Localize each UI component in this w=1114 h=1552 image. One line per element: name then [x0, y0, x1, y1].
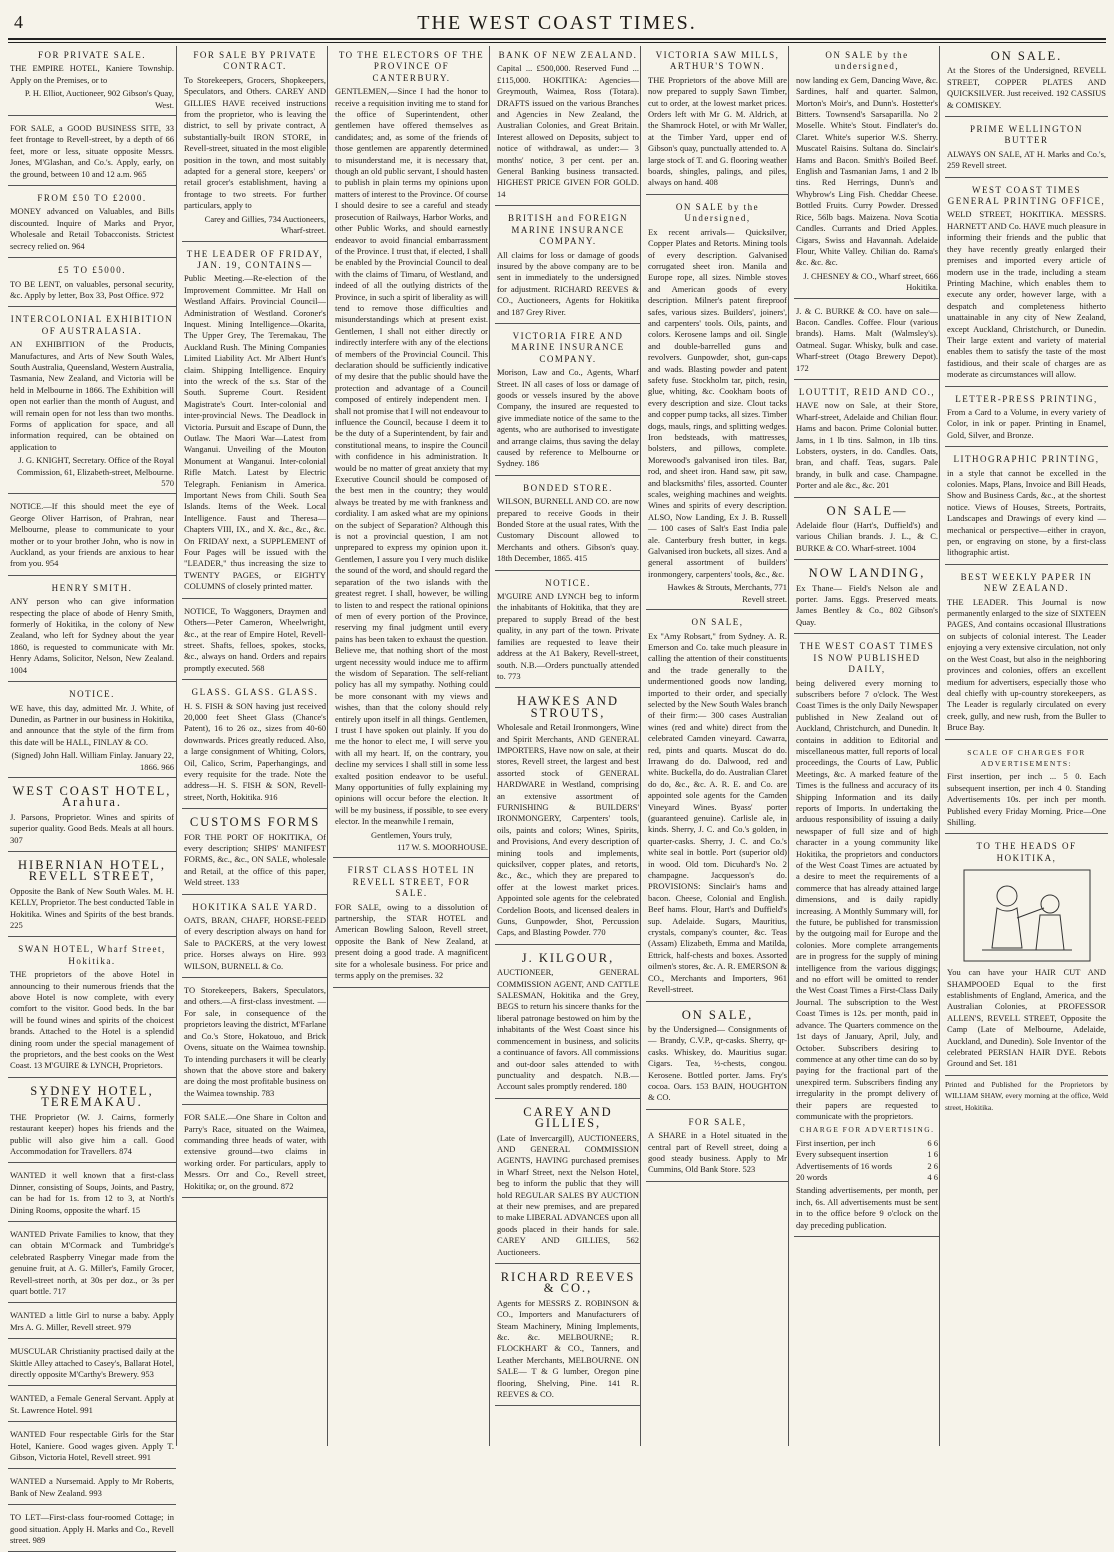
ad-notice-harrison	[8, 497, 176, 575]
column-6	[788, 46, 940, 1446]
ad-heading: LOUTTIT, REID AND CO.,	[798, 386, 936, 397]
ad-west-coast-hotel	[8, 781, 176, 852]
ad-victoria-insurance	[495, 327, 641, 476]
ad-body: NOTICE.—If this should meet the eye of George Oliver Harrison, of Prahran, near Melbourne, please to communicate to your mother or to your brother John, who is now in Auckland, as your friends are anxious to hear from you. 954	[10, 501, 174, 569]
ad-body: Opposite the Bank of New South Wales. M. H. KELLY, Proprietor. The best conducted Table in Hokitika. Wines and Spirits of the best brands. 225	[10, 885, 174, 930]
ad-heading: FOR SALE,	[688, 1116, 747, 1127]
imprint: Printed and Published for the Proprietors by WILLIAM SHAW, every morning at the office, Weld street, Hokitika.	[945, 1079, 1108, 1112]
ad-heading: PRIME WELLINGTON BUTTER	[970, 124, 1083, 146]
ad-signature: J. CHESNEY & CO., Wharf street, 666 Hokitika.	[803, 270, 938, 293]
ad-saw-mills	[646, 46, 789, 195]
ad-body: Public Meeting.—Re-election of the Improvement Committee. Mr Hall on Westland Affairs. Provincial Council—Administration of Westland. Coroner's Inquest. Mining Intelligence—Okarita, The Upper Grey, The Teremakau, The Auckland Rush. The Mining Companies Limited Liability Act. Mr Albert Hunt's claim. Shipping Intelligence. Enquiry into the wreck of the s.s. Star of the South. Supreme Court. Resident Magistrate's Court. Inter-colonial and inter-provincial News. The Deadlock in Victoria. Pursuit and Escape of Dunn, the Outlaw. The Maori War—Latest from Wanganui. Unveiling of the Mouton Monument at Wanganui. Inter-colonial Rifle Match. Latest by Electric Telegraph. Fenianism in America. Important News from Chili. South Sea Islands. Items of the Week. Local Intelligence. Faust and Theresa—Chapters VIII, IX., and X. &c., &c., &c. On FRIDAY next, a SUPPLEMENT of Four Pages will be issued with the "LEADER," thus increasing the size to TWENTY PAGES, or EIGHTY COLUMNS of closely printed matter.	[184, 273, 326, 592]
ad-body: THE proprietors of the above Hotel in announcing to their numerous friends that the above Hotel is now complete, with every comfort to the visitor. Good beds. In the bar will be found wines and spirits of the choicest brands. Attached to the Hotel is a splendid dining room under the special management of the proprietors, and the best cooks on the West Coast. 13 M'GUIRE & LYNCH, Proprietors.	[10, 969, 174, 1071]
ad-body: From a Card to a Volume, in every variety of Color, in ink or paper. Printing in Enamel, Gold, Silver, and Bronze.	[947, 406, 1106, 440]
ad-heading: £5 TO £5000.	[58, 265, 126, 276]
ad-share-race	[182, 1108, 328, 1198]
ad-body: Ex "Amy Robsart," from Sydney. A. R. Emerson and Co. take much pleasure in calling the attention of their constituents and the trade generally to the undermentioned goods now landing, imported to their order, and specially selected by the New South Wales branch of their firm:— 300 cases Australian wines (red and white) direct from the celebrated Camden vineyard. Cawarra, red, pints and quarts. Muscat do do. Irrawang do do. Dalwood, red and white. Buckella, do do. Australian Claret do do, &c., &c. A. R. E. and Co. are appointed sole agents for the Camden Vineyard Wines. Byass' porter (guaranteed genuine). Carlisle ale, in kinds. Sherry, J. C. and Co.'s golden, in quarter-casks. Sherry, J. C. and Co.'s white seal in bottle. Port (superior old) in wood. Old tom. Dicuhard's No. 2 champagne. Jacquesson's do. PROVISIONS: Sinclair's hams and bacon. Cheese, Colonial and English. Beef hams. Flour, Hart's and Duffield's sup. Adelaide. Sugars, Mauritius, crystals, company's counter, &c. Teas (Assam) Elizabeth, Emma and Matilda, Ettrick, half-chests and boxes. Assorted oilmen's stores, &c. A. R. EMERSON & CO., Merchants and Importers, 961 Revell-street.	[648, 630, 787, 995]
ad-bonded-store	[495, 479, 641, 571]
ad-body: WANTED a Nursemaid. Apply to Mr Roberts, Bank of New Zealand. 993	[10, 1476, 174, 1498]
ad-body: J. & C. BURKE & CO. have on sale— Bacon. Candles. Coffee. Flour (various brands). Hams. Malt (Walmsley's). Oatmeal. Sugar. Whisky, bulk and case. Wharf-street (Otago Brewery Depot). 172	[796, 305, 938, 373]
barber-illustration	[962, 868, 1092, 963]
rate-value: 6 6	[927, 1137, 938, 1148]
ad-signature: J. G. KNIGHT, Secretary. Office of the Royal Commission, 61, Elizabeth-street, Melbourne. 570	[17, 455, 174, 488]
ad-body: FOR THE PORT OF HOKITIKA, Of every description; SHIPS' MANIFEST FORMS, &c., &c., ON SALE, wholesale and Retail, at the office of this paper, Weld street. 133	[184, 831, 326, 888]
ad-body: Ex recent arrivals— Quicksilver, Copper Plates and Retorts. Mining tools of every description. Galvanised corrugated sheet iron. Manila and Europe rope, all sizes. Nimble stoves and American goods of every description. Milner's patent fireproof safes, various sizes. Builders', joiners', and carpenters' tools. Oils, paints, and colors. Kerosene lamps and oil. Single and double-barrelled guns and revolvers. Gunpowder, shot, gun-caps and wads. Blasting powder and patent safety fuse. Stockholm tar, pitch, resin, glue, whiting, &c. Cookham boots of every description and size. Clout tacks and copper pump tacks, all sizes. Timber dogs, mauls, rings, and splitting wedges. Iron bedsteads, with mattresses, bolsters, and pillows, complete. Morewood's galvanised iron tiles. Bar, rod, and sheet iron. Hand saw, pit saw, and blacksmiths' files, assorted. Counter scales, weighing machines and weights. Wines and spirits of every description. ALSO, Now Landing, Ex J. B. Russell— 100 cases of Salt's East India pale ale. Canterbury fresh butter, in kegs. Galvanised iron buckets, all sizes. And a general assortment of builders' ironmongery, carpenters' tools, &c., &c.	[648, 226, 787, 579]
ad-heading: FROM £50 TO £2000.	[37, 193, 147, 204]
ad-body: (Late of Invercargill), AUCTIONEERS, AND GENERAL COMMISSION AGENTS, HAVING purchased premises in Wharf Street, next the Nelson Hotel, beg to inform the public that they will hold REGULAR SALES BY AUCTION at their new premises, and are prepared to make LIBERAL ADVANCES upon all goods placed in their hands for sale. CAREY AND GILLIES, 562 Auctioneers.	[497, 1132, 639, 1257]
ad-heading: WEST COAST HOTEL, Arahura.	[12, 783, 172, 810]
ad-wanted-girl	[8, 1306, 176, 1339]
ad-hawkes-strouts	[495, 691, 641, 945]
ad-body: AN EXHIBITION of the Products, Manufactures, and Arts of New South Wales, South Australia, Queensland, Western Australia, Tasmania, New Zealand, and Victoria will be held in Melbourne in 1866. The Exhibition will open not earlier than the month of August, and will remain open for not less than two months. Forms of application for space, and all information required, can be obtained on application to	[10, 339, 174, 452]
ad-body: ALWAYS ON SALE, AT H. Marks and Co.'s, 259 Revell street.	[947, 148, 1106, 171]
ad-body: FOR SALE, owing to a dissolution of partnership, the STAR HOTEL and American Bowling Saloon, Revell street, opposite the Bank of New Zealand, at present doing a good trade. A magnificent site for a wholesale business. For price and terms apply on the premises. 32	[335, 901, 488, 981]
ad-heading: VICTORIA FIRE AND MARINE INSURANCE COMPANY.	[511, 330, 625, 364]
ad-heading: CUSTOMS FORMS	[189, 815, 321, 830]
ad-body: Morison, Law and Co., Agents, Wharf Street. IN all cases of loss or damage of goods or vessels insured by the above Company, the insured are requested to give immediate notice of the same to the agents, who are authorised to investigate and arrange claims, thus saving the delay caused by reference to Melbourne or Sydney. 186	[497, 367, 639, 469]
ad-body: Capital ... £500,000. Reserved Fund ... £115,000. HOKITIKA: Agencies—Greymouth, Waimea, Ross (Totara). DRAFTS issued on the various Branches and Agencies in New Zealand, the Australian Colonies, and Great Britain. Interest allowed on Deposits, subject to notice of withdrawal, as under:— 3 months' notice, 3 per cent. per an. General Banking business transacted. HIGHEST PRICE GIVEN FOR GOLD. 14	[497, 63, 639, 199]
ad-to-let-cottage	[8, 1508, 176, 1552]
column-7	[939, 46, 1108, 1446]
ad-swan-hotel	[8, 940, 176, 1077]
ad-heading: J. KILGOUR,	[521, 950, 615, 965]
ad-body: Ex Thane— Field's Nelson ale and porter. Jams. Eggs. Preserved meats. James Bentley & Co., 802 Gibson's Quay.	[796, 582, 938, 627]
ad-body: WANTED Private Families to know, that they can obtain M'Cormack and Tumbridge's celebrated Raspberry Vinegar made from the genuine fruit, at A. G. Miller's, Family Grocer, Revell-street north, at 30s per doz., or 3s per quart bottle. 717	[10, 1228, 174, 1296]
rate-label: Every subsequent insertion	[796, 1149, 889, 1160]
ad-notice-partnership	[8, 685, 176, 778]
rate-value: 4 6	[927, 1171, 938, 1182]
ad-body: A SHARE in a Hotel situated in the central part of Revell street, doing a good steady business. Apply to Mr Cummins, Old Bank Store. 523	[648, 1130, 787, 1175]
ad-body: THE Proprietor (W. J. Cairns, formerly restaurant keeper) hopes his friends and the public will also give him a call. Good Accommodation for Travellers. 874	[10, 1111, 174, 1156]
ad-body: J. Parsons, Proprietor. Wines and spirits of superior quality. Good Beds. Meals at all hours. 307	[10, 811, 174, 845]
ad-body: TO BE LENT, on valuables, personal security, &c. Apply by letter, Box 33, Post Office. 972	[10, 278, 174, 300]
column-1	[8, 46, 176, 1546]
column-5	[640, 46, 789, 1446]
ad-body: ANY person who can give information respecting the place of abode of Henry Smith, formerly of Hokitika, in the colony of New Zealand, who left for Sydney about the year 1860, is requested to communicate with Mr. Henry Adams, Solicitor, Nelson, New Zealand. 1004	[10, 596, 174, 675]
letter-signature: 117 W. S. MOORHOUSE.	[397, 842, 488, 853]
ad-heading: HOKITIKA SALE YARD.	[192, 901, 318, 912]
ad-heading: HENRY SMITH.	[51, 582, 133, 593]
ad-signature: P. H. Elliot, Auctioneer, 902 Gibson's Quay, West.	[24, 88, 174, 110]
ad-carey-gillies	[495, 1102, 641, 1264]
ad-heading: BANK OF NEW ZEALAND.	[498, 50, 638, 60]
masthead-rule-thin	[8, 42, 1106, 43]
rate-label: Advertisements of 16 words	[796, 1160, 893, 1171]
ad-heading: NOW LANDING,	[808, 566, 926, 581]
letter-electors	[333, 46, 490, 858]
ad-body: FOR SALE.—One Share in Colton and Parry's Race, situated on the Waimea, commanding three heads of water, with extensive ground—two claims in working order. For particulars, apply to Messrs. Orr and Co., Revell street, Hokitika; or, on the ground. 872	[184, 1112, 326, 1191]
letter-heading: TO THE ELECTORS OF THE PROVINCE OF CANTERBURY.	[338, 50, 485, 83]
ad-heading: ON SALE—	[826, 503, 908, 518]
ad-body: Agents for MESSRS Z. ROBINSON & CO., Importers and Manufacturers of Steam Machinery, Mining Implements, &c. &c. MELBOURNE; R. FLOCKHART & CO., Tanners, and Leather Merchants, MELBOURNE. ON SALE— T & G lumber, Oregon pine flooring, Shelving, Pine. 141 R. REEVES & CO.	[497, 1297, 639, 1400]
rates-heading: CHARGE FOR ADVERTISING.	[799, 1125, 935, 1135]
rate-row	[796, 1161, 938, 1172]
ad-now-landing	[794, 563, 940, 634]
ad-muscular-christianity	[8, 1342, 176, 1386]
ad-heading: GLASS. GLASS. GLASS.	[191, 687, 319, 698]
rate-row	[796, 1149, 938, 1160]
rate-label: 20 words	[796, 1171, 828, 1182]
ad-star-hotel	[333, 861, 490, 987]
ad-wanted-families	[8, 1225, 176, 1303]
ad-wanted-servant	[8, 1389, 176, 1422]
ad-heading: WEST COAST TIMES GENERAL PRINTING OFFICE,	[947, 184, 1106, 207]
ad-heading: VICTORIA SAW MILLS, ARTHUR'S TOWN.	[655, 50, 780, 72]
ad-copper-plates	[945, 46, 1108, 117]
column-2	[176, 46, 328, 1446]
ad-heading: ON SALE by the undersigned,	[825, 50, 909, 72]
page-number: 4	[14, 12, 23, 32]
ad-burke	[794, 302, 940, 380]
ad-heading: TO THE HEADS OF HOKITIKA,	[976, 841, 1077, 863]
ad-henry-smith	[8, 579, 176, 682]
ad-body: Adelaide flour (Hart's, Duffield's) and various Chilian brands. J. L., & C. BURKE & CO. Wharf-street. 1004	[796, 520, 938, 553]
ad-body: AUCTIONEER, GENERAL COMMISSION AGENT, AND CATTLE SALESMAN, Hokitika and the Grey, BEGS to return his sincere thanks for the liberal patronage bestowed on him by the inhabitants of the West Coast since his commencement in business, and solicits a continuance of favors. All commissions and out-door sales attended to with punctuality and despatch. N.B.—Account sales promptly rendered. 180	[497, 967, 639, 1092]
ad-heading: INTERCOLONIAL EXHIBITION OF AUSTRALASIA.	[10, 314, 174, 336]
ad-heading: FOR SALE BY PRIVATE CONTRACT.	[193, 50, 317, 72]
ad-heading: ON SALE.	[990, 49, 1063, 63]
ad-leader-weekly	[945, 568, 1108, 740]
ad-leader-charges	[945, 743, 1108, 835]
ad-barber	[945, 837, 1108, 1075]
masthead-rule	[8, 38, 1106, 40]
ad-body: MONEY advanced on Valuables, and Bills discounted. Inquire of Marks and Pryor, Wholesale and Retail Tobacconists. Strictest secrecy relied on. 964	[10, 206, 174, 251]
ad-to-be-lent	[8, 261, 176, 307]
ad-heading: BONDED STORE.	[523, 482, 613, 493]
rate-label: First insertion, per inch	[796, 1137, 876, 1148]
ad-richard-reeves	[495, 1267, 641, 1406]
ad-body: WANTED, a Female General Servant. Apply at St. Lawrence Hotel. 991	[10, 1393, 174, 1415]
ad-wanted-nursemaid	[8, 1472, 176, 1505]
ad-bank-nz	[495, 46, 641, 206]
ad-private-contract	[182, 46, 328, 242]
ad-body: by the Undersigned— Consignments of— Brandy, C.V.P., qr-casks. Sherry, qr-casks. Whiskey, do. Mauritius sugar. Cigars. Tea, ½-chests, congou. Kerosene. Bottled porter. Jams. Fry's cocoa. Oars. 153 BAIN, HOUGHTON & CO.	[648, 1023, 787, 1103]
ad-body: WE have, this day, admitted Mr. J. White, of Dunedin, as Partner in our business in Hokitika, and announce that the style of the firm from this date will be HALL, FINLAY & CO.	[10, 702, 174, 747]
masthead	[8, 6, 1106, 38]
rate-row	[796, 1172, 938, 1183]
ad-body: OATS, BRAN, CHAFF, HORSE-FEED of every description always on hand for Sale to PACKERS, at the very lowest price. Horses always on Hire. 993 WILSON, BURNELL & Co.	[184, 915, 326, 971]
ad-money-advanced	[8, 189, 176, 258]
rate-value: 2 6	[927, 1160, 938, 1171]
ad-body: At the Stores of the Undersigned, REVELL STREET, COPPER PLATES AND QUICKSILVER. Just received. 192 CASSIUS & COMISKEY.	[947, 65, 1106, 110]
newspaper-title: THE WEST COAST TIMES.	[417, 12, 697, 34]
ad-body: M'GUIRE AND LYNCH beg to inform the inhabitants of Hokitika, that they are prepared to supply Bread of the best quality, in any part of the town. Private families are requested to leave their address at the A1 Bakery, Revell-street, south. N.B.—Orders punctually attended to. 773	[497, 591, 639, 681]
ad-exhibition	[8, 310, 176, 494]
ad-notice-waggoners	[182, 602, 328, 680]
ad-heading: ON SALE by the Undersigned,	[675, 201, 760, 224]
ad-heading: LETTER-PRESS PRINTING,	[955, 393, 1098, 404]
ad-sydney-hotel	[8, 1081, 176, 1163]
ad-glass	[182, 683, 328, 809]
ad-body: H. S. FISH & SON having just received 20,000 feet Sheet Glass (Chance's Patent), 16 to 26 oz., sizes from 40-60 downwards. Prices greatly reduced. Also, a large consignment of Whiting, Colors, Oil, Calico, Scrim, Paperhangings, and every requisite for the trade. Note the address—H. S. FISH & SON, Revell-street, North, Hokitika. 916	[184, 700, 326, 802]
ad-hibernian-hotel	[8, 855, 176, 937]
ad-chesney	[794, 46, 940, 299]
letter-closing: Gentlemen, Yours truly,	[371, 829, 452, 840]
ad-wanted-dinner	[8, 1166, 176, 1222]
ad-heading: FOR PRIVATE SALE.	[37, 50, 147, 60]
ad-heading: SWAN HOTEL, Wharf Street, Hokitika.	[18, 944, 166, 966]
ad-louttit-reid	[794, 383, 940, 498]
ad-notice-bread	[495, 574, 641, 689]
ad-body: WANTED a little Girl to nurse a baby. Apply Mrs A. G. Miller, Revell street. 979	[10, 1310, 174, 1332]
ad-body: FOR SALE, a GOOD BUSINESS SITE, 33 feet frontage to Revell-street, by a depth of 66 feet, more or less, situate opposite Messrs. Jones, M'Glashan, and Co.'s. Apply, early, on the ground, between 10 and 12 a.m. 965	[10, 123, 174, 179]
ad-hotel-share	[646, 1113, 789, 1182]
ad-heading: NOTICE.	[69, 689, 115, 700]
ad-wellington-butter	[945, 120, 1108, 178]
ad-on-sale-consignments	[646, 1005, 789, 1110]
ad-heading: NOTICE.	[545, 577, 591, 588]
ad-on-sale-ironmongery	[646, 198, 789, 610]
ad-signature: Hawkes & Strouts, Merchants, 771 Revell street.	[667, 582, 787, 604]
ad-heading: ON SALE,	[691, 617, 744, 628]
ad-british-foreign-insurance	[495, 209, 641, 324]
ad-body: First insertion, per inch ... 5 0. Each subsequent insertion, per inch 4 0. Standing Advertisements 10s. per inch per month. Published every Friday Morning. Price—One Shilling.	[947, 771, 1106, 827]
ad-body: WELD STREET, HOKITIKA. MESSRS. HARNETT AND Co. HAVE much pleasure in informing their friends and the public that they have recently greatly enlarged their premises and imported every article of modern use in the trade, including a steam Printing Machine, which enables them to execute any order, however large, with a despatch and completeness hitherto unattainable in any city of New Zealand, except Auckland, Christchurch, or Dunedin. Their large extent and variety of material enables them to satisfy the taste of the most fastidious, and their scale of charges are as moderate as circumstances will allow.	[947, 209, 1106, 380]
ad-empire-hotel	[8, 46, 176, 116]
ad-kilgour	[495, 948, 641, 1099]
ad-signature: Carey and Gillies, 734 Auctioneers, Wharf-street.	[204, 213, 326, 236]
rate-row	[796, 1138, 938, 1149]
ad-heading: RICHARD REEVES & CO.,	[500, 1270, 636, 1296]
ad-heading: ON SALE,	[681, 1007, 754, 1022]
ad-body: MUSCULAR Christianity practised daily at the Skittle Alley attached to Casey's, Ballarat Hotel, directly opposite M'Carthy's Brewery. 953	[10, 1346, 174, 1379]
column-3	[327, 46, 490, 1446]
ad-customs-forms	[182, 812, 328, 894]
ad-heading: LITHOGRAPHIC PRINTING,	[953, 454, 1100, 465]
ad-lithographic	[945, 450, 1108, 565]
ad-body: THE LEADER. This Journal is now permanently enlarged to the size of SIXTEEN PAGES, And contains occasional Illustrations on subjects of colonial interest. The Leader enjoying a very extensive circulation, not only on the West Coast, but also in the neighboring provinces and colonies, offers an excellent medium for advertisers, especially those who deal chiefly with up-country storekeepers, as The Leader is regularly circulated on every creek, gully, and new rush, from the Buller to Bruce Bay.	[947, 596, 1106, 733]
ad-body: You can have your HAIR CUT AND SHAMPOOED Equal to the first establishments of England, America, and the Australian Colonies, at PROFESSOR ALLEN'S, REVELL STREET, Opposite the Camp (Late of Melbourne, Adelaide, Auckland, and Dunedin). Sole Inventor of the celebrated PERSIAN HAIR DYE. Rebots Ground and Set. 181	[947, 967, 1106, 1069]
ad-body: WANTED Four respectable Girls for the Star Hotel, Kaniere. Good wages given. Apply T. Gibson, Victoria Hotel, Revell street. 991	[10, 1429, 174, 1463]
ad-letterpress	[945, 390, 1108, 448]
ad-body: TO Storekeepers, Bakers, Speculators, and others.—A first-class investment. —For sale, in consequence of the proprietors leaving the district, M'Farlane and Co.'s Store, Hokatouo, and Brick Ovens, situate on the Waimea township. To intending purchasers it will be clearly shown that the above store and bakery are doing the most profitable business on the Waimea township. 783	[184, 985, 326, 1098]
ad-body: THE EMPIRE HOTEL, Kaniere Township. Apply on the Premises, or to	[10, 63, 174, 85]
ad-wanted-four-girls	[8, 1425, 176, 1469]
ad-storekeepers	[182, 981, 328, 1105]
ad-on-sale-wines	[646, 613, 789, 1001]
ad-body: WILSON, BURNELL AND CO. are now prepared to receive Goods in their Bonded Store at the usual rates, With the Customary Discount allowed to Merchants and others. Gibson's quay. 18th December, 1865. 415	[497, 496, 639, 564]
ad-heading: BEST WEEKLY PAPER IN NEW ZEALAND.	[960, 571, 1093, 594]
ad-flour	[794, 501, 940, 561]
ad-business-site	[8, 119, 176, 186]
ad-body: NOTICE, To Waggoners, Draymen and Others—Peter Cameron, Wheelwright, &c., at the rear of Empire Hotel, Revell-street. Shafts, felloes, spokes, stocks, &c., always on hand. Orders and repairs promptly executed. 568	[184, 605, 326, 673]
ad-body: in a style that cannot be excelled in the colonies. Maps, Plans, Invoice and Bill Heads, Show and Business Cards, &c., at the shortest notice. Views of Houses, Streets, Portraits, Landscapes and Drawings of every kind —mechanical or perspective—either in crayon, pen, or engraving on stone, by a first-class lithographic artist.	[947, 467, 1106, 558]
ad-body: being delivered every morning to subscribers before 7 o'clock. The West Coast Times is the only Daily Newspaper published in New Zealand out of Auckland, Christchurch, and Dunedin. It contains in addition to Editorial and miscellaneous matter, full reports of local proceedings, the Courts of Law, Public Meetings, &c. A marked feature of the Times is the fullness and accuracy of its Shipping Information and its daily reports of Imports. In undertaking the arduous responsibility of issuing a daily newspaper of full size and of high character in a young community like Hokitika, the proprietors and conductors of the West Coast Times are actuated by a desire to meet the requirements of a commerce that has already attained large dimensions, and is daily rapidly increasing. A Monthly Summary will, for the future, be published for transmission by the outgoing mail for Europe and the colonies. More complete arrangements are in progress for the supply of mining intelligence from the various diggings; and no effort will be omitted to render the West Coast Times a First-Class Daily Journal. The subscription to the West Coast Times is 12s. per month, paid in advance. The Quarters commence on the 1st days of January, April, July, and October. Subscribers desiring to commence at any other time can do so by paying for the fractional part of the unexpired term. Subscribers finding any irregularity in the prompt delivery of their papers are requested to communicate with the proprietors.	[796, 677, 938, 1121]
ad-heading: BRITISH and FOREIGN MARINE INSURANCE COMPANY.	[508, 213, 628, 247]
letter-body: GENTLEMEN,—Since I had the honor to receive a requisition inviting me to stand for the office of Superintendent, other gentlemen have offered themselves as candidates; and, as some of the friends of those gentlemen are apparently determined to misunderstand me, it is necessary that, though an old public servant, I should hasten to publish in plain terms my opinions upon matters of interest to the Province. Of course I should desire to see a careful and steady prosecution of Railways, Harbor Works, and other Public Works, and should earnestly endeavor to avoid financial embarrassment of the Province. I trust that, if elected, I shall be enabled by the Provincial Council to deal with the claims of Timaru, of Westland, and indeed of all the outlying districts of the Province, in such a spirit of liberality as will tend to remove those difficulties and misunderstandings which at present exist. Gentlemen, I shall not either directly or indirectly interfere with any of the elections of members of the Provincial Council. This declaration should be sufficiently indicative of my desire that the public should have the protection and advantage of a Council composed of entirely independent men. I shall not promise that I will not endeavour to influence the Council, because I deem it to be the duty of a Superintendent, by fair and constitutional means, to inspire the Council with confidence in his administration. It would be no matter of great anxiety that my Executive Council should be composed of the best men in the country; they would always be treated by me with frankness and cordiality. I am asked what are my opinions on the subject of Separation? Although this is not a provincial question, I am not unprepared to express my opinion upon it. Gentlemen, I assure you I very much dislike the sound of the word, and should regard the separation of the two islands with the greatest regret. I shall, however, be willing to listen to and respect the rational opinions of men of every portion of the Province, reserving my final judgment until every pains has been taken to exhaust the question. Believe me, that nothing short of the most urgent necessity would induce me to affirm the wisdom of Separation. The self-reliant policy has all my sympathy. Nothing could be more consonant with my views and wishes, than that the colony should rely entirely upon itself in all things. Gentlemen, I trust I have spoken out plainly. If you do me the honor to elect me, I will serve you with all my heart. If, on the contrary, you decline my services I shall still in some less exalted position endeavor to be useful. Many opportunities of fully explaining my opinions will occur before the election. It will be my business, if possible, to see every elector. In the meanwhile I remain,	[335, 86, 488, 827]
ad-sale-yard	[182, 898, 328, 978]
ad-heading: THE WEST COAST TIMES IS NOW PUBLISHED DAILY,	[799, 641, 935, 675]
ad-signature: (Signed) John Hall. William Finlay. January 22, 1866. 966	[11, 750, 174, 772]
ad-body: TO LET—First-class four-roomed Cottage; in good situation. Apply H. Marks and Co., Revell street. 989	[10, 1512, 174, 1546]
ad-heading: THE LEADER OF FRIDAY, JAN. 19, CONTAINS—	[186, 248, 324, 270]
ad-heading: FIRST CLASS HOTEL IN REVELL STREET, FOR SALE.	[347, 865, 476, 899]
rates-footer: Standing advertisements, per month, per inch, 6s. All advertisements must be sent in to the office before 9 o'clock on the day preceding publication.	[796, 1185, 938, 1230]
rate-value: 1 6	[927, 1149, 938, 1160]
column-4	[489, 46, 641, 1446]
ad-body: All claims for loss or damage of goods insured by the above company are to be sent in immediately to the undersigned for adjustment. RICHARD REEVES & CO., Auctioneers, Agents for Hokitika and 187 Grey River.	[497, 249, 639, 317]
ad-body: THE Proprietors of the above Mill are now prepared to supply Sawn Timber, cut to order, at the lowest market prices. Orders left with Mr G. M. Aldrich, at the Shamrock Hotel, or with Mr Waller, at the Timber Yard, upper end of Gibson's quay, punctually attended to. A large stock of T. and G. flooring weather boards, shingles, palings, and piles, always on hand. 408	[648, 74, 787, 188]
ad-body: Wholesale and Retail Ironmongers, Wine and Spirit Merchants, AND GENERAL IMPORTERS, Have now on sale, at their stores, Revell street, the largest and best assorted stock of GENERAL HARDWARE in Westland, comprising an extensive assortment of FURNISHING & BUILDERS' IRONMONGERY, Carpenters' tools, oils, paints and colors; Wines, Spirits, and Provisions, And every description of mining tools and implements, quicksilver, copper plates, and retorts, &c., &c., which they are prepared to offer at the lowest market prices. Appointed sole agents for the celebrated Cordelion Boots, and licensed dealers in Guns, Gunpowder, Shot, Percussion Caps, and Blasting Powder. 770	[497, 722, 639, 938]
ad-heading: SCALE OF CHARGES FOR ADVERTISEMENTS:	[967, 747, 1086, 768]
ad-body: WANTED it well known that a first-class Dinner, consisting of Soups, Joints, and Pastry, can be had for 1s. from 12 to 3, at North's Dining Rooms, opposite the wharf. 15	[10, 1170, 174, 1215]
ad-body: HAVE now on Sale, at their Store, Wharf-street, Adelaide and Chilian flour. Hams and bacon. Prime Colonial butter. Jams, in 1 lb tins. Salmon, in 1lb tins. Lobsters, oysters, in do. Candles. Oats, bran, and chaff. Teas, sugars. Pale brandy, in bulk and case. Champagne. Porter and ale &c., &c. 201	[796, 400, 938, 491]
ad-heading: CAREY AND GILLIES,	[523, 1104, 613, 1131]
ad-heading: SYDNEY HOTEL, TEREMAKAU.	[30, 1083, 154, 1110]
ad-heading: HAWKES AND STROUTS,	[517, 694, 619, 720]
ad-body: now landing ex Gem, Dancing Wave, &c. Sardines, half and quarter. Salmon, Morton's Moir's, and Dunn's. Hostetter's Bitters. Townsend's Sarsaparilla. No 2 Moselle. White's Stout. Findlater's do. Claret. White's superior W.S. Sherry. Muscatel Raisins. Sultana do. Sinclair's Hams and Bacon. Smith's Boiled Beef. English and Tasmanian Jams, 1 and 2 lb tins. Red Herrings, Dunn's and Whybrow's Ling Fish. Cheddar Cheese. Bottled Fruits. Curry Powder. Dressed Rice, 56lb bags. Maizena. Nova Scotia Candles. Currants and Dried Apples. Cigars, Swiss and Havannah. Adelaide Flour, White Valley. Chilian do. Rama's &c. &c. &c.	[796, 74, 938, 268]
ad-leader-contents	[182, 245, 328, 599]
ad-body: To Storekeepers, Grocers, Shopkeepers, Speculators, and Others. CAREY AND GILLIES HAVE received instructions from the proprietor, who is leaving the district, to sell by private contract, A substantially-built IRON STORE, in Revell-street, situated in the most eligible position in the town, and most suitably adapted for a general store, keepers' or retail grocer's establishment, having a frontage to two streets. For further particulars, apply to	[184, 74, 326, 211]
ad-daily-times	[794, 637, 940, 1237]
ad-heading: HIBERNIAN HOTEL, REVELL STREET,	[18, 857, 166, 884]
ad-printing-office	[945, 181, 1108, 387]
